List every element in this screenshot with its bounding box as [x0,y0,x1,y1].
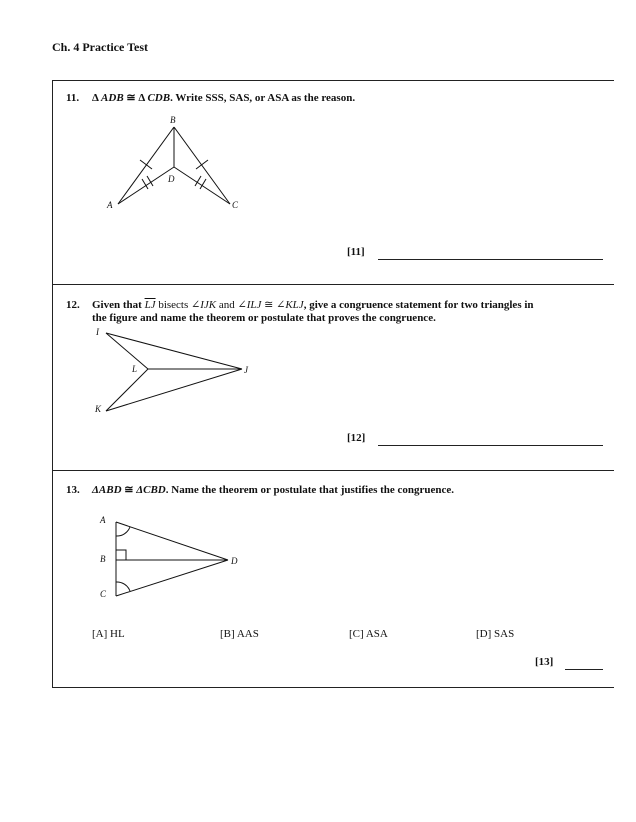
label-a: A [100,515,106,525]
label-l: L [132,364,138,374]
figure-11 [100,112,250,217]
triangle-cdb: CDB [147,92,171,104]
figure-13 [94,512,254,602]
choice-c[interactable]: [C] ASA [349,628,388,640]
divider-11-12 [52,284,614,285]
answer-blank-12[interactable] [378,445,603,446]
question-number: 11. [66,92,80,104]
page-title: Ch. 4 Practice Test [52,40,148,54]
label-a: A [107,200,113,210]
label-j: J [244,365,248,375]
choice-d[interactable]: [D] SAS [476,628,515,640]
divider-12-13 [52,470,614,471]
answer-blank-13[interactable] [565,669,603,670]
choice-b[interactable]: [B] AAS [220,628,259,640]
figure-12 [90,326,260,421]
label-d: D [168,174,175,184]
triangle-abd: ΔABD [92,484,122,496]
question-11: 11. Δ ADB ≅ Δ CDB. Write SSS, SAS, or ASA as the reason. [66,92,356,104]
answer-label-11: [11] [347,246,365,258]
label-i: I [96,327,99,337]
question-number: 13. [66,484,80,496]
question-13: 13. ΔABD ≅ ΔCBD. Name the theorem or postulate that justifies the congruence. [66,484,455,496]
triangle-adb: ADB [101,92,124,104]
answer-label-13: [13] [535,656,554,668]
triangle-cbd: ΔCBD [136,484,166,496]
label-d: D [231,556,238,566]
label-c: C [100,589,107,599]
label-b: B [100,554,106,564]
answer-label-12: [12] [347,432,366,444]
segment-lj: $\overline{LJ}$ [144,299,156,311]
label-k: K [95,404,102,414]
label-c: C [232,200,239,210]
question-number: 12. [66,299,80,311]
label-b: B [170,115,176,125]
question-12: 12. Given that $\overline{LJ}$ bisects ∠IJK and ∠ILJ ≅ ∠KLJ, give a congruence statement for two triangles in [66,299,534,311]
choice-a[interactable]: [A] HL [92,628,125,640]
question-12-line2: the figure and name the theorem or postulate that proves the congruence. [92,312,436,324]
answer-blank-11[interactable] [378,259,603,260]
